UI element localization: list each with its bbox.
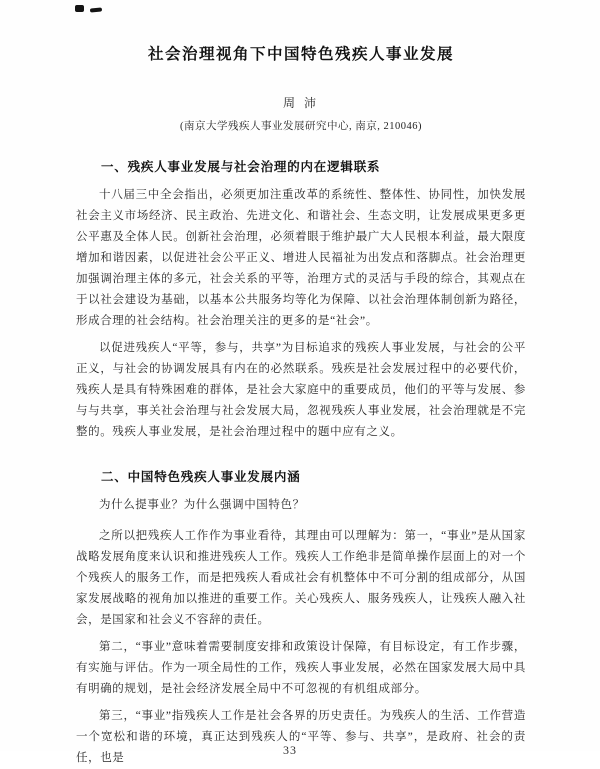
paragraph: 第二，“事业”意味着需要制度安排和政策设计保障，有目标设定，有工作步骤，有实施与评估。作为一项全局性的工作，残疾人事业发展，必然在国家发展大局中具有明确的规划，是社会经济发展全局中不可忽视的有机组成部分。 bbox=[76, 641, 526, 695]
section-heading-1: 一、残疾人事业发展与社会治理的内在逻辑联系 bbox=[101, 160, 381, 174]
paper-title: 社会治理视角下中国特色残疾人事业发展 bbox=[147, 46, 454, 63]
paragraph: 之所以把残疾人工作作为事业看待，其理由可以理解为：第一，“事业”是从国家战略发展角度来认识和推进残疾人工作。残疾人工作绝非是简单操作层面上的对一个个残疾人的服务工作，而是把残疾人看成社会有机整体中不可分割的组成部分，从国家发展战略的视角加以推进的重要工作。关心残疾人、服务残疾人，让残疾人融入社会，是国家和社会义不容辞的责任。 bbox=[76, 530, 526, 626]
paragraph: 十八届三中全会指出，必须更加注重改革的系统性、整体性、协同性，加快发展社会主义市场经济、民主政治、先进文化、和谐社会、生态文明，让发展成果更多更公平惠及全体人民。创新社会治理，必须着眼于维护最广大人民根本利益，最大限度增加和谐因素，以促进社会公平正义、增进人民福祉为出发点和落脚点。社会治理更加强调治理主体的多元，社会关系的平等，治理方式的灵活与手段的综合，其观点在于以社会建设为基础，以基本公共服务均等化为保障、以社会治理体制创新为路径，形成合理的社会结构。社会治理关注的更多的是“社会”。 bbox=[76, 189, 526, 327]
scan-artifact bbox=[90, 7, 102, 12]
paragraph: 以促进残疾人“平等，参与，共享”为目标追求的残疾人事业发展，与社会的公平正义，与社会的协调发展具有内在的必然联系。残疾是社会发展过程中的必要代价，残疾人是具有特殊困难的群体，是社会大家庭中的重要成员，他们的平等与发展、参与与共享，事关社会治理与社会发展大局，忽视残疾人事业发展，社会治理就是不完整的。残疾人事业发展，是社会治理过程中的题中应有之义。 bbox=[76, 342, 526, 438]
page-number: 33 bbox=[283, 743, 297, 757]
scan-artifact bbox=[75, 5, 84, 12]
paragraph: 第三，“事业”指残疾人工作是社会各界的历史责任。为残疾人的生活、工作营造一个宽松和谐的环境，真正达到残疾人的“平等、参与、共享”，是政府、社会的责任，也是 bbox=[76, 710, 526, 764]
author-name: 周 沛 bbox=[282, 96, 319, 110]
question-line: 为什么提事业？为什么强调中国特色？ bbox=[99, 499, 305, 511]
author-affiliation: (南京大学残疾人事业发展研究中心, 南京, 210046) bbox=[180, 121, 422, 132]
section-heading-2: 二、中国特色残疾人事业发展内涵 bbox=[101, 470, 301, 484]
